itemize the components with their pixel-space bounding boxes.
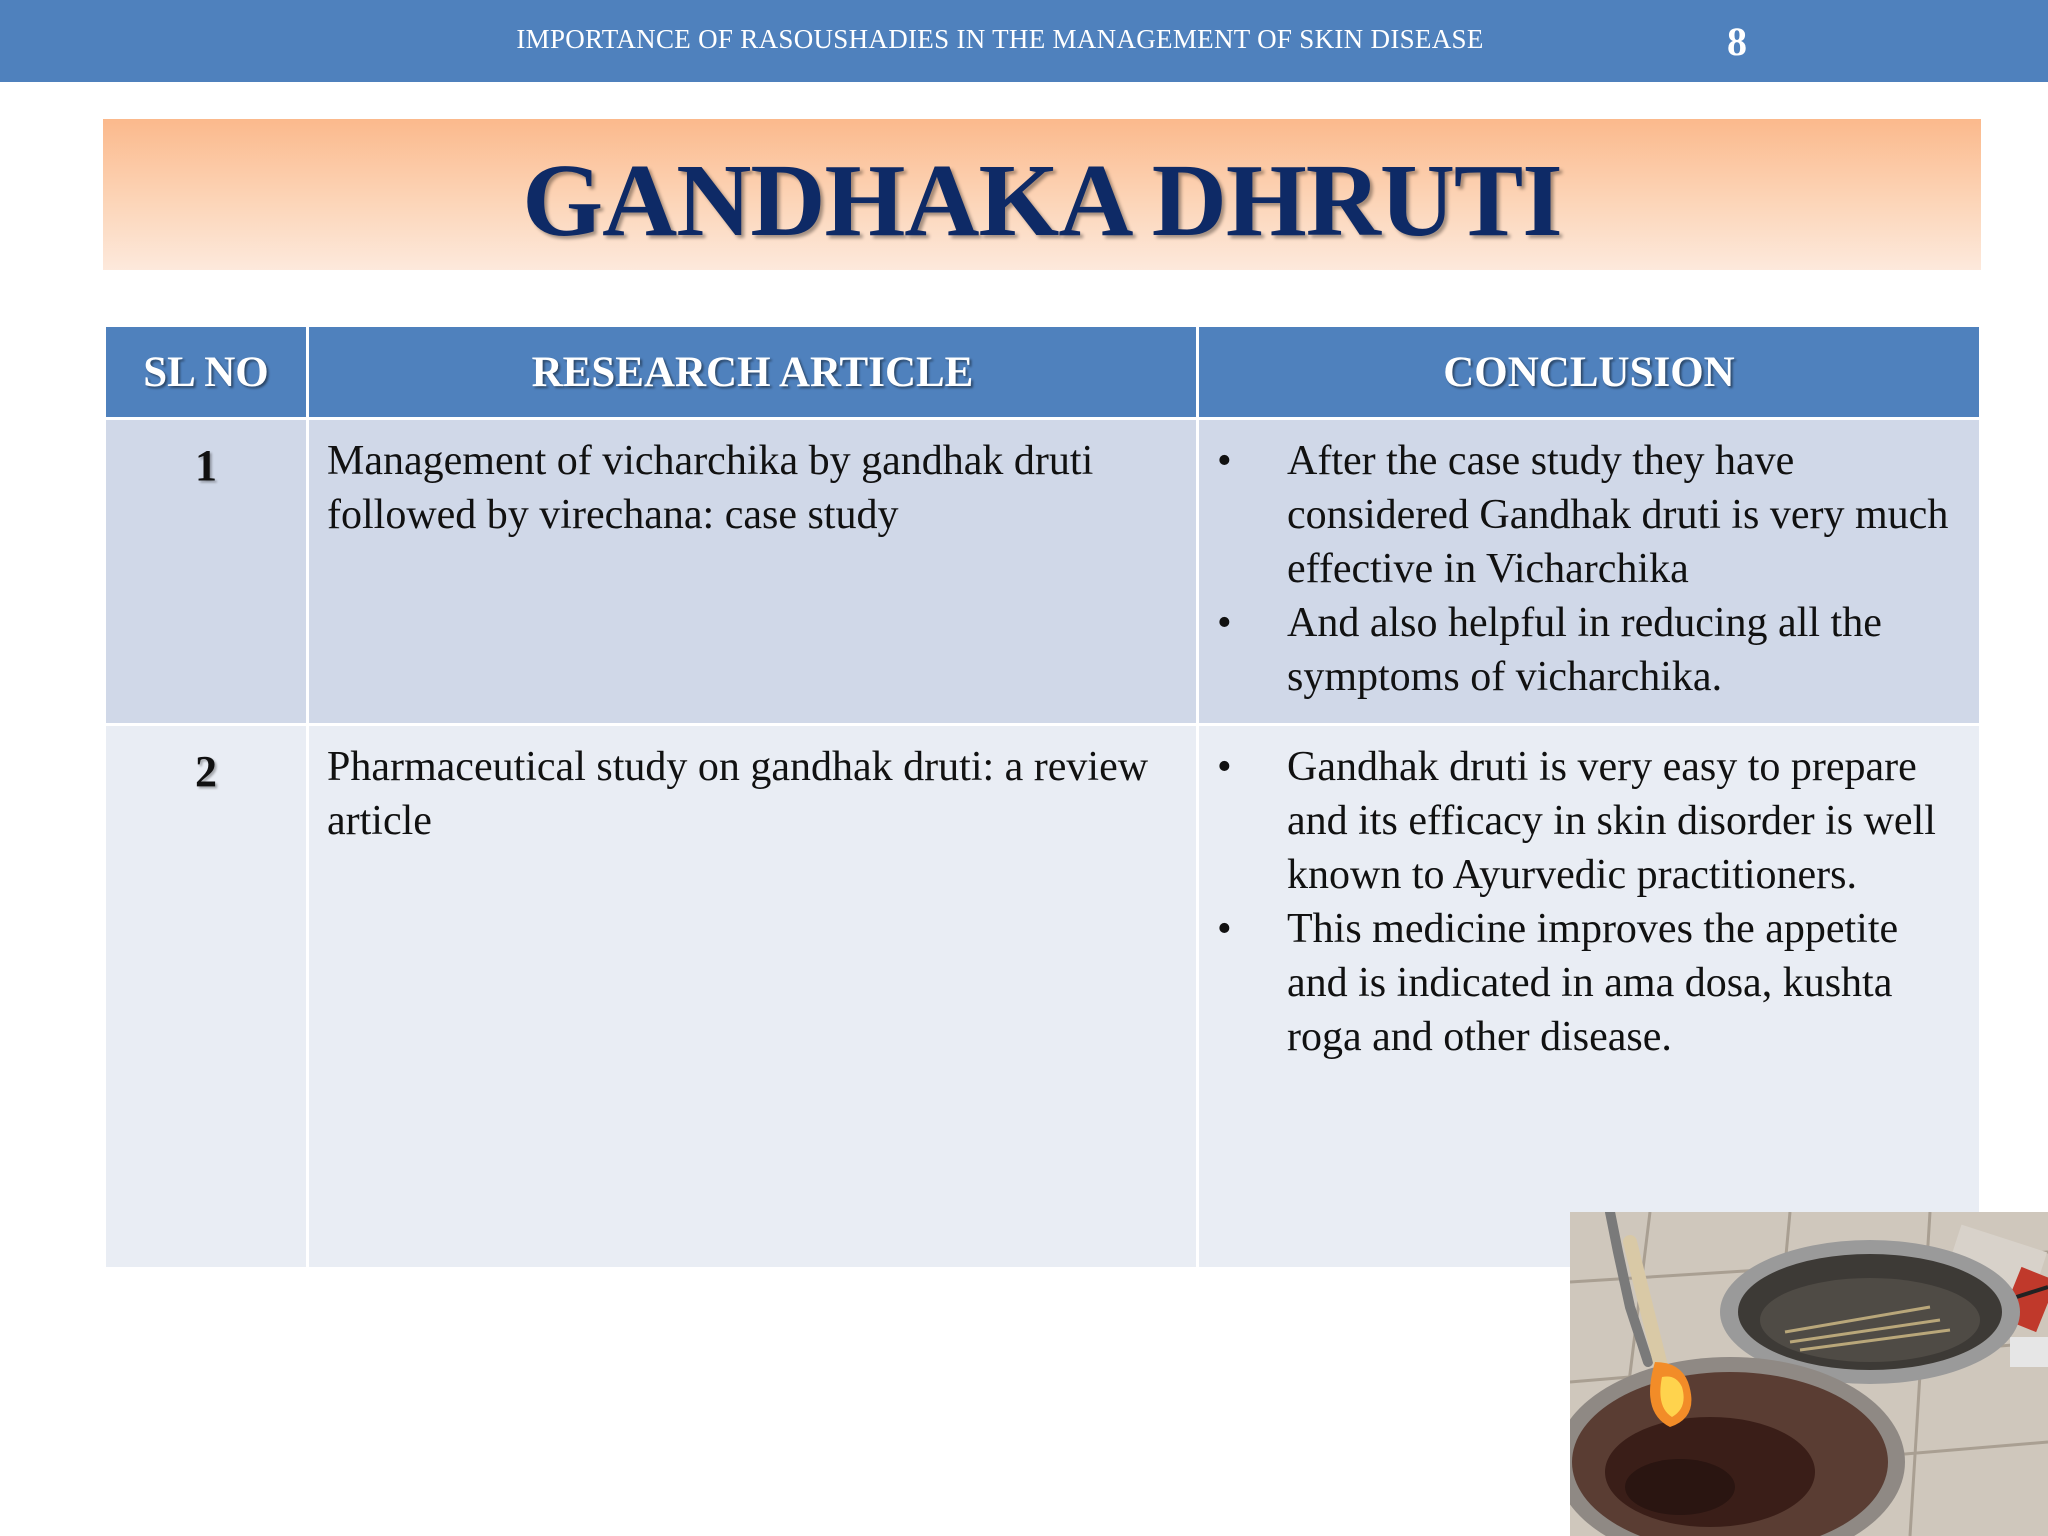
- header-bar: [0, 0, 2048, 82]
- bullet-icon: •: [1217, 744, 1232, 790]
- sl-no-cell: 1: [105, 419, 308, 725]
- research-article-cell: Management of vicharchika by gandhak druti followed by virechana: case study: [308, 419, 1198, 725]
- conclusion-text: This medicine improves the appetite and is indicated in ama dosa, kushta roga and other disease.: [1287, 906, 1899, 1060]
- conclusion-text: Gandhak druti is very easy to prepare and its efficacy in skin disorder is well known to Ayurvedic practitioners.: [1287, 744, 1936, 898]
- conclusion-item: [1217, 902, 1965, 1064]
- column-header-conclusion: CONCLUSION: [1198, 326, 1981, 419]
- conclusion-item: [1217, 596, 1965, 704]
- conclusion-item: [1217, 434, 1965, 596]
- title-banner: [103, 119, 1981, 270]
- sl-no-cell: 2: [105, 725, 308, 1269]
- presentation-title: IMPORTANCE OF RASOUSHADIES IN THE MANAGEMENT OF SKIN DISEASE: [516, 24, 1484, 54]
- conclusion-text: After the case study they have considered Gandhak druti is very much effective in Vicharchika: [1287, 438, 1949, 592]
- slide-title: GANDHAKA DHRUTI: [522, 143, 1562, 258]
- bullet-icon: •: [1217, 600, 1232, 646]
- conclusion-list: [1217, 434, 1965, 704]
- table-row: [105, 725, 1981, 1269]
- conclusion-item: [1217, 740, 1965, 902]
- research-article-cell: Pharmaceutical study on gandhak druti: a review article: [308, 725, 1198, 1269]
- slide-number: 8: [1727, 19, 1747, 64]
- table-header-row: [105, 326, 1981, 419]
- bullet-icon: •: [1217, 438, 1232, 484]
- preparation-photo-illustration: [1570, 1212, 2048, 1536]
- conclusion-text: And also helpful in reducing all the symptoms of vicharchika.: [1287, 600, 1882, 700]
- bullet-icon: •: [1217, 906, 1232, 952]
- column-header-sl-no: SL NO: [105, 326, 308, 419]
- column-header-research-article: RESEARCH ARTICLE: [308, 326, 1198, 419]
- dark-residue: [1625, 1459, 1735, 1515]
- conclusion-list: [1217, 740, 1965, 1064]
- research-table: [103, 324, 1982, 1270]
- white-object: [2010, 1337, 2048, 1367]
- conclusion-cell: [1198, 419, 1981, 725]
- table-row: [105, 419, 1981, 725]
- preparation-photo: [1570, 1212, 2048, 1536]
- back-bowl-liquid: [1760, 1278, 1980, 1362]
- conclusion-cell: [1198, 725, 1981, 1269]
